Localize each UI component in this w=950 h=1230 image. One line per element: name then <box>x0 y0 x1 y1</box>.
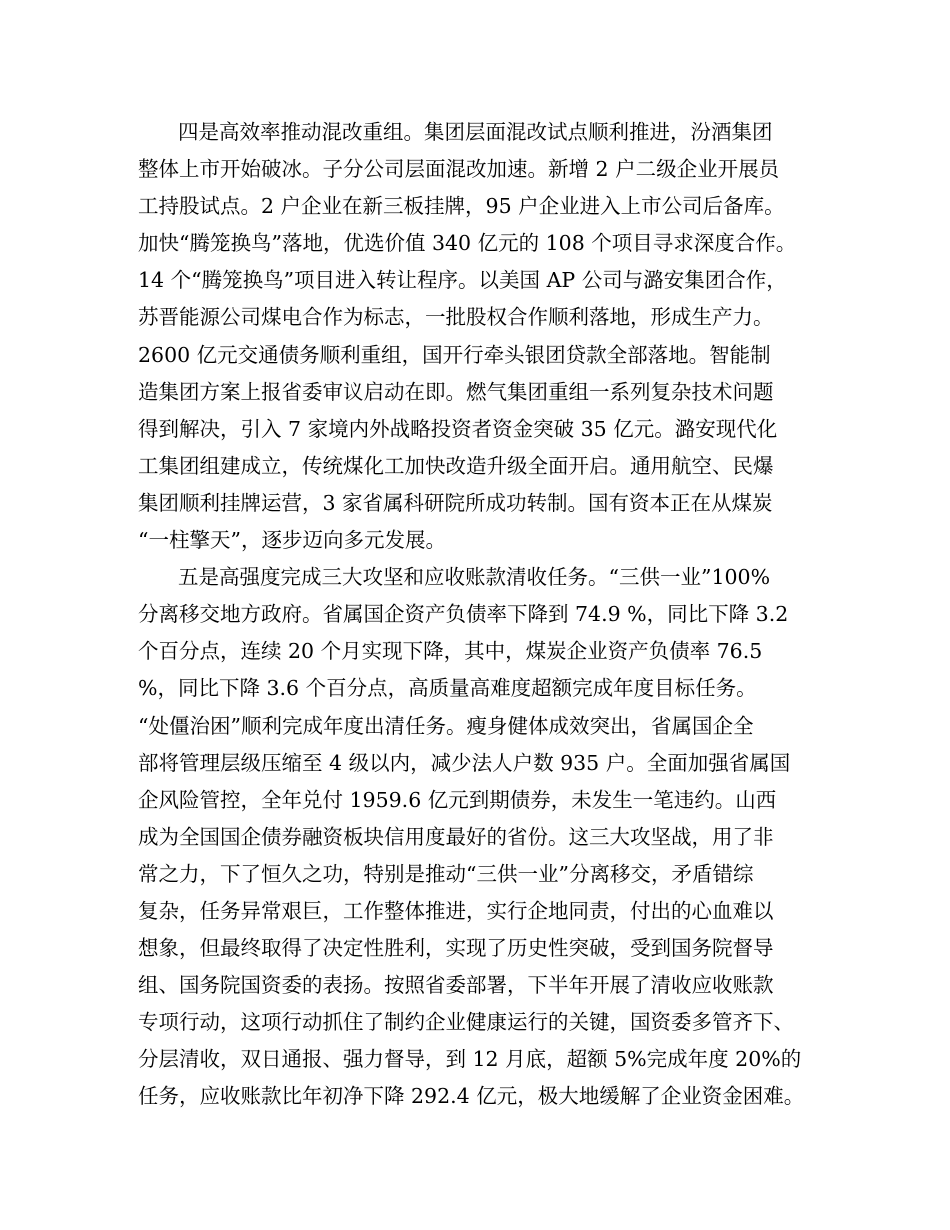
paragraph-line: 企风险管控，全年兑付 1959.6 亿元到期债券，未发生一笔违约。山西 <box>138 787 777 812</box>
paragraph-line: 工集团组建成立，传统煤化工加快改造升级全面开启。通用航空、民爆 <box>138 453 774 478</box>
paragraph-mixed-ownership-reform <box>138 114 828 559</box>
paragraph-line: 四是高效率推动混改重组。集团层面混改试点顺利推进，汾酒集团 <box>178 120 773 144</box>
paragraph-line: 个百分点，连续 20 个月实现下降，其中，煤炭企业资产负债率 76.5 <box>138 639 763 664</box>
paragraph-line: 苏晋能源公司煤电合作为标志，一批股权合作顺利落地，形成生产力。 <box>138 305 774 330</box>
paragraph-line: 组、国务院国资委的表扬。按照省委部署，下半年开展了清收应收账款 <box>138 973 774 998</box>
paragraph-line: 14 个“腾笼换鸟”项目进入转让程序。以美国 AP 公司与潞安集团合作， <box>138 268 787 293</box>
paragraph-line: 造集团方案上报省委审议启动在即。燃气集团重组一系列复杂技术问题 <box>138 379 774 404</box>
paragraph-line: %，同比下降 3.6 个百分点，高质量高难度超额完成年度目标任务。 <box>138 676 757 701</box>
paragraph-line: 专项行动，这项行动抓住了制约企业健康运行的关键，国资委多管齐下、 <box>138 1010 794 1035</box>
paragraph-line: “一柱擎天”，逐步迈向多元发展。 <box>138 528 446 553</box>
paragraph-line: 分层清收，双日通报、强力督导，到 12 月底，超额 5%完成年度 20%的 <box>138 1047 802 1072</box>
paragraph-line: 整体上市开始破冰。子分公司层面混改加速。新增 2 户二级企业开展员 <box>138 157 780 182</box>
paragraph-line: 部将管理层级压缩至 4 级以内，减少法人户数 935 户。全面加强省属国 <box>138 750 791 775</box>
paragraph-line: 分离移交地方政府。省属国企资产负债率下降到 74.9 %，同比下降 3.2 <box>138 602 789 627</box>
paragraph-line: 想象，但最终取得了决定性胜利，实现了历史性突破，受到国务院督导 <box>138 936 774 961</box>
paragraph-line: 工持股试点。2 户企业在新三板挂牌，95 户企业进入上市公司后备库。 <box>138 194 785 219</box>
paragraph-three-major-tasks <box>138 559 828 1115</box>
document-body <box>138 114 828 1116</box>
paragraph-line: 得到解决，引入 7 家境内外战略投资者资金突破 35 亿元。潞安现代化 <box>138 416 778 441</box>
paragraph-line: 任务，应收账款比年初净下降 292.4 亿元，极大地缓解了企业资金困难。 <box>138 1084 805 1109</box>
paragraph-line: 复杂，任务异常艰巨，工作整体推进，实行企地同责，付出的心血难以 <box>138 898 774 923</box>
paragraph-line: 集团顺利挂牌运营，3 家省属科研院所成功转制。国有资本正在从煤炭 <box>138 490 773 515</box>
paragraph-line: 加快“腾笼换鸟”落地，优选价值 340 亿元的 108 个项目寻求深度合作。 <box>138 231 797 256</box>
paragraph-line: 2600 亿元交通债务顺利重组，国开行牵头银团贷款全部落地。智能制 <box>138 342 771 367</box>
paragraph-line: 常之力，下了恒久之功，特别是推动“三供一业”分离移交，矛盾错综 <box>138 861 754 886</box>
paragraph-line: 成为全国国企债券融资板块信用度最好的省份。这三大攻坚战，用了非 <box>138 824 774 849</box>
paragraph-line: “处僵治困”顺利完成年度出清任务。瘦身健体成效突出，省属国企全 <box>138 713 754 738</box>
paragraph-line: 五是高强度完成三大攻坚和应收账款清收任务。“三供一业”100% <box>178 565 771 590</box>
